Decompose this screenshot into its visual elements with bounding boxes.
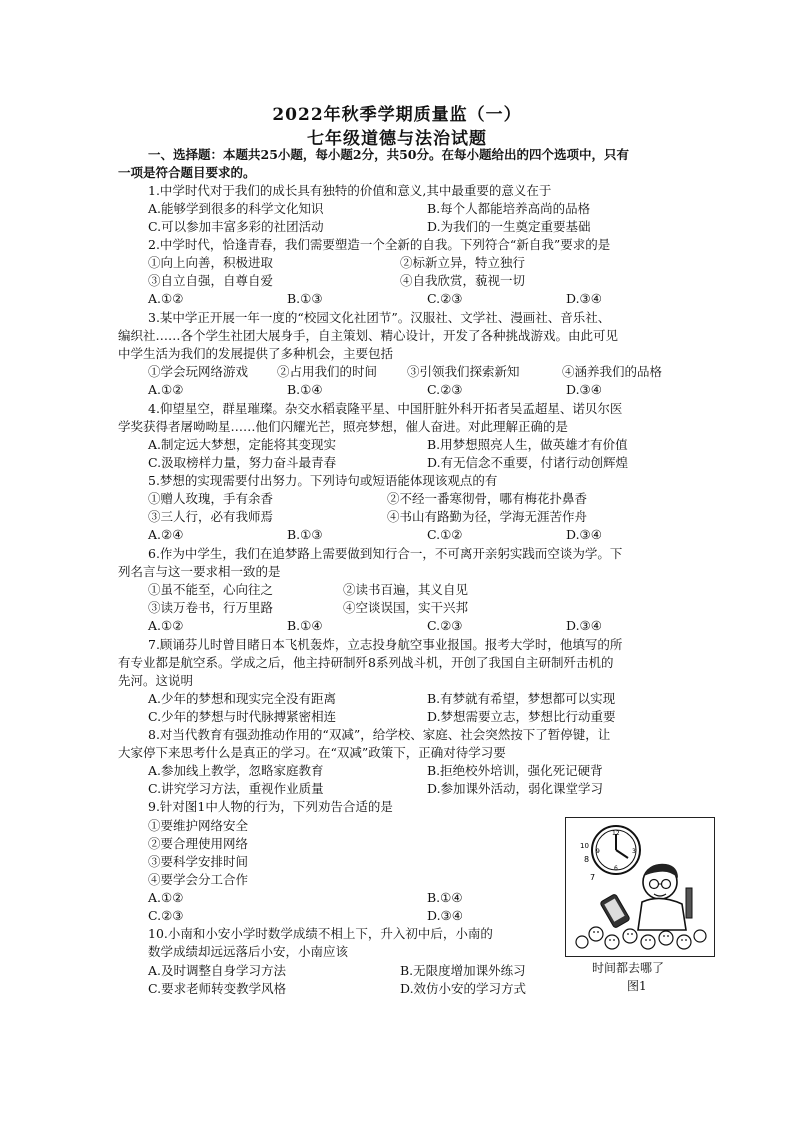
- q1-option-c: C.可以参加丰富多彩的社团活动: [148, 219, 324, 234]
- q3-stem: 3.某中学正开展一年一度的“校园文化社团节”。汉服社、文学社、漫画社、音乐社、: [148, 310, 611, 325]
- q3-item-2: ②占用我们的时间: [277, 364, 378, 379]
- q10-option-c: C.要求老师转变教学风格: [148, 981, 287, 996]
- q3-item-1: ①学会玩网络游戏: [148, 364, 249, 379]
- cartoon-drawing: [566, 818, 713, 955]
- q6-option-a: A.①②: [148, 618, 184, 633]
- q9-option-c: C.②③: [148, 908, 184, 923]
- exam-subtitle: 七年级道德与法治试题: [307, 129, 487, 149]
- q8-option-b: B.拒绝校外培训，强化死记硬背: [427, 763, 603, 778]
- q3-option-b: B.①④: [287, 382, 323, 397]
- q9-item-4: ④要学会分工合作: [148, 872, 249, 887]
- q7-option-c: C.少年的梦想与时代脉搏紧密相连: [148, 709, 337, 724]
- q8-option-d: D.参加课外活动，弱化课堂学习: [427, 781, 604, 796]
- q5-item-1: ①赠人玫瑰，手有余香: [148, 491, 274, 506]
- q2-option-c: C.②③: [427, 291, 463, 306]
- q7-option-a: A.少年的梦想和现实完全没有距离: [148, 691, 337, 706]
- q3-option-a: A.①②: [148, 382, 184, 397]
- q8-option-a: A.参加线上教学，忽略家庭教育: [148, 763, 324, 778]
- q1-option-a: A.能够学到很多的科学文化知识: [148, 201, 324, 216]
- svg-text:6: 6: [614, 865, 618, 872]
- section-instruction: 一、选择题：本题共25小题，每小题2分，共50分。在每小题给出的四个选项中，只有: [148, 147, 629, 162]
- q9-item-3: ③要科学安排时间: [148, 854, 249, 869]
- q4-option-a: A.制定远大梦想，定能将其变现实: [148, 437, 337, 452]
- phone-icon: [600, 894, 631, 929]
- q9-option-a: A.①②: [148, 890, 184, 905]
- q2-item-4: ④自我欣赏，藐视一切: [400, 273, 526, 288]
- q9-item-2: ②要合理使用网络: [148, 836, 249, 851]
- q4-option-d: D.有无信念不重要，付诸行动创辉煌: [427, 455, 629, 470]
- figure-1-illustration: [565, 817, 715, 957]
- q10-option-d: D.效仿小安的学习方式: [400, 981, 527, 996]
- svg-text:12: 12: [612, 830, 620, 837]
- svg-text:7: 7: [590, 873, 596, 882]
- exam-title: 2022年秋季学期质量监（一）: [272, 105, 522, 125]
- q2-option-a: A.①②: [148, 291, 184, 306]
- q10-stem-cont: 数学成绩却远远落后小安，小南应该: [148, 944, 349, 959]
- q5-option-d: D.③④: [566, 527, 602, 542]
- q9-option-d: D.③④: [427, 908, 463, 923]
- svg-text:9: 9: [596, 848, 600, 855]
- q7-stem: 7.顾诵芬儿时曾目睹日本飞机轰炸，立志投身航空事业报国。报考大学时，他填写的所: [148, 637, 623, 652]
- q6-stem: 6.作为中学生，我们在追梦路上需要做到知行合一，不可离开亲躬实践而空谈为学。下: [148, 546, 623, 561]
- q6-option-d: D.③④: [566, 618, 602, 633]
- section-instruction-cont: 一项是符合题目要求的。: [118, 165, 256, 180]
- q9-stem: 9.针对图1中人物的行为，下列劝告合适的是: [148, 799, 393, 814]
- q3-item-4: ④涵养我们的品格: [562, 364, 663, 379]
- q1-stem: 1.中学时代对于我们的成长具有独特的价值和意义,其中最重要的意义在于: [148, 183, 552, 198]
- q3-stem-cont: 编织社……各个学生社团大展身手，自主策划、精心设计，开发了各种挑战游戏。由此可见: [118, 328, 619, 343]
- q4-option-c: C.汲取榜样力量，努力奋斗最青春: [148, 455, 337, 470]
- q5-stem: 5.梦想的实现需要付出努力。下列诗句或短语能体现该观点的有: [148, 473, 498, 488]
- q8-stem-cont: 大家停下来思考什么是真正的学习。在“双减”政策下，正确对待学习要: [118, 745, 506, 760]
- q6-item-1: ①虽不能至，心向往之: [148, 582, 274, 597]
- q2-item-3: ③自立自强，自尊自爱: [148, 273, 274, 288]
- q3-stem-cont2: 中学生活为我们的发展提供了多种机会，主要包括: [118, 346, 394, 361]
- q3-option-c: C.②③: [427, 382, 463, 397]
- q6-stem-cont: 列名言与这一要求相一致的是: [118, 564, 281, 579]
- q4-stem: 4.仰望星空，群星璀璨。杂交水稻袁隆平星、中国肝脏外科开拓者吴孟超星、诺贝尔医: [148, 401, 623, 416]
- q2-option-d: D.③④: [566, 291, 602, 306]
- q9-option-b: B.①④: [427, 890, 463, 905]
- q7-stem-cont2: 先河。这说明: [118, 673, 194, 688]
- q9-item-1: ①要维护网络安全: [148, 818, 249, 833]
- q4-option-b: B.用梦想照亮人生，做英雄才有价值: [427, 437, 628, 452]
- q6-option-b: B.①④: [287, 618, 323, 633]
- q6-item-2: ②读书百遍，其义自见: [343, 582, 469, 597]
- q6-item-3: ③读万卷书，行万里路: [148, 600, 274, 615]
- q2-option-b: B.①③: [287, 291, 323, 306]
- q10-option-a: A.及时调整自身学习方法: [148, 963, 287, 978]
- svg-text:8: 8: [584, 855, 590, 864]
- q4-stem-cont: 学奖获得者屠呦呦星……他们闪耀光芒，照亮梦想，催人奋进。对此理解正确的是: [118, 419, 569, 434]
- q7-option-b: B.有梦就有希望，梦想都可以实现: [427, 691, 616, 706]
- q1-option-d: D.为我们的一生奠定重要基础: [427, 219, 591, 234]
- q5-item-4: ④书山有路勤为径，学海无涯苦作舟: [387, 509, 588, 524]
- q7-option-d: D.梦想需要立志，梦想比行动重要: [427, 709, 616, 724]
- q10-stem: 10.小南和小安小学时数学成绩不相上下，升入初中后，小南的: [148, 926, 493, 941]
- q5-option-c: C.①②: [427, 527, 463, 542]
- figure-label: 图1: [627, 979, 647, 993]
- figure-caption: 时间都去哪了: [592, 961, 665, 975]
- q2-stem: 2.中学时代，恰逢青春，我们需要塑造一个全新的自我。下列符合“新自我”要求的是: [148, 237, 611, 252]
- q8-option-c: C.讲究学习方法，重视作业质量: [148, 781, 324, 796]
- q5-option-a: A.②④: [148, 527, 184, 542]
- svg-text:3: 3: [632, 848, 636, 855]
- clock-icon: [592, 826, 640, 874]
- q3-item-3: ③引领我们探索新知: [407, 364, 520, 379]
- q5-option-b: B.①③: [287, 527, 323, 542]
- q1-option-b: B.每个人都能培养高尚的品格: [427, 201, 591, 216]
- q7-stem-cont: 有专业都是航空系。学成之后，他主持研制歼8系列战斗机，开创了我国自主研制歼击机的: [118, 655, 614, 670]
- q3-option-d: D.③④: [566, 382, 602, 397]
- svg-text:10: 10: [580, 842, 589, 850]
- q5-item-3: ③三人行，必有我师焉: [148, 509, 274, 524]
- q2-item-2: ②标新立异，特立独行: [400, 255, 526, 270]
- q6-option-c: C.②③: [427, 618, 463, 633]
- person-figure: [638, 864, 692, 930]
- q5-item-2: ②不经一番寒彻骨，哪有梅花扑鼻香: [387, 491, 588, 506]
- q2-item-1: ①向上向善，积极进取: [148, 255, 274, 270]
- q8-stem: 8.对当代教育有强劲推动作用的“双减”，给学校、家庭、社会突然按下了暂停键，让: [148, 727, 611, 742]
- q6-item-4: ④空谈误国，实干兴邦: [343, 600, 469, 615]
- q10-option-b: B.无限度增加课外练习: [400, 963, 526, 978]
